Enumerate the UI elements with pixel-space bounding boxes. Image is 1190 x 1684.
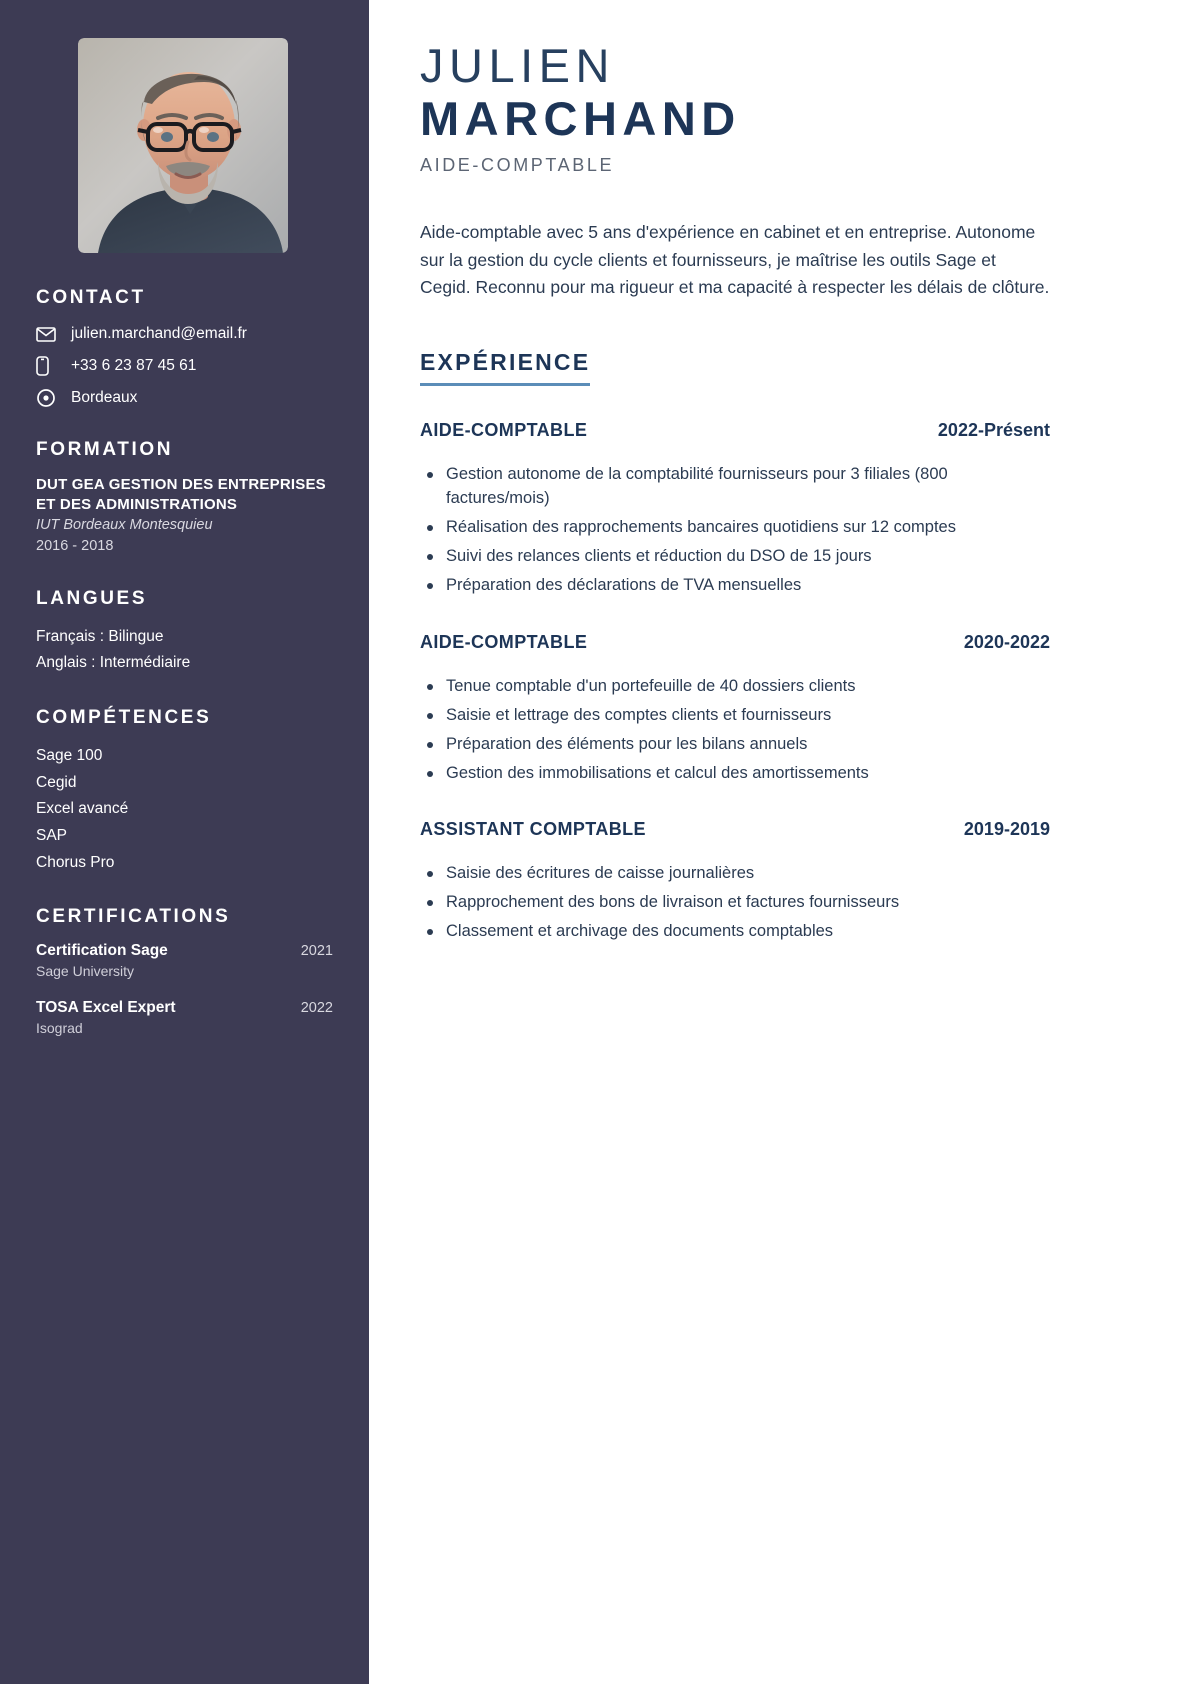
experience-bullet-list	[420, 675, 1050, 786]
experience-bullet: Tenue comptable d'un portefeuille de 40 dossiers clients	[420, 675, 1050, 699]
contact-email-row[interactable]	[36, 323, 333, 345]
contact-location-value: Bordeaux	[71, 388, 138, 406]
experience-header	[420, 632, 1050, 653]
formation-dates: 2016 - 2018	[36, 537, 114, 554]
phone-icon	[36, 355, 62, 377]
professional-summary: Aide-comptable avec 5 ans d'expérience en cabinet et en entreprise. Autonome sur la gestion du cycle clients et fournisseurs, je maîtrise les outils Sage et Cegid. Reconnu pour ma rigueur et ma capacité à respecter les délais de clôture.	[420, 222, 1050, 297]
profile-photo	[78, 38, 288, 253]
contact-phone-row[interactable]	[36, 355, 333, 377]
certification-top-row	[36, 999, 333, 1017]
experience-bullet: Gestion autonome de la comptabilité fournisseurs pour 3 filiales (800 factures/mois)	[420, 463, 1050, 511]
experience-dates: 2019-2019	[963, 819, 1050, 840]
experience-item	[420, 632, 1050, 786]
formation-school: IUT Bordeaux Montesquieu	[36, 516, 213, 533]
certification-item	[36, 942, 333, 982]
job-title: AIDE-COMPTABLE	[420, 155, 615, 176]
competence-item: Chorus Pro	[36, 853, 115, 871]
experience-bullet: Préparation des déclarations de TVA mensuelles	[420, 574, 1050, 598]
competences-heading: COMPÉTENCES	[36, 706, 212, 728]
competence-item: Excel avancé	[36, 800, 129, 818]
langues-section	[36, 588, 333, 677]
competence-item: Cegid	[36, 773, 77, 791]
experience-bullet-list	[420, 862, 1050, 944]
experience-heading: EXPÉRIENCE	[420, 349, 590, 386]
formation-entry	[36, 475, 333, 558]
experience-bullet: Saisie et lettrage des comptes clients et fournisseurs	[420, 704, 1050, 728]
experience-bullet: Rapprochement des bons de livraison et factures fournisseurs	[420, 891, 1050, 915]
experience-dates: 2020-2022	[963, 631, 1050, 652]
experience-role: AIDE-COMPTABLE	[420, 420, 588, 441]
competence-item: Sage 100	[36, 746, 103, 764]
certification-year: 2021	[300, 943, 333, 960]
profile-photo-image	[78, 38, 288, 253]
experience-bullet: Suivi des relances clients et réduction du DSO de 15 jours	[420, 545, 1050, 569]
certification-issuer: Sage University	[36, 963, 135, 980]
certification-top-row	[36, 942, 333, 960]
experience-bullet: Préparation des éléments pour les bilans annuels	[420, 733, 1050, 757]
experience-role: ASSISTANT COMPTABLE	[420, 819, 646, 840]
competences-section	[36, 707, 333, 876]
sidebar	[0, 0, 369, 1684]
main-column	[369, 0, 1190, 1684]
experience-bullet-list	[420, 463, 1050, 598]
envelope-icon	[36, 323, 62, 345]
experience-bullet: Gestion des immobilisations et calcul des amortissements	[420, 762, 1050, 786]
certification-item	[36, 999, 333, 1039]
certification-name: Certification Sage	[36, 942, 168, 960]
experience-header	[420, 819, 1050, 840]
contact-phone-value: +33 6 23 87 45 61	[71, 356, 197, 374]
contact-email-value: julien.marchand@email.fr	[71, 324, 247, 342]
contact-section	[36, 287, 333, 409]
contact-location-row[interactable]	[36, 387, 333, 409]
experience-dates: 2022-Présent	[937, 420, 1050, 441]
certification-issuer: Isograd	[36, 1019, 83, 1036]
location-pin-icon	[36, 387, 62, 409]
experience-bullet: Saisie des écritures de caisse journalières	[420, 862, 1050, 886]
experience-item	[420, 420, 1050, 598]
formation-heading: FORMATION	[36, 439, 174, 460]
langues-heading: LANGUES	[36, 587, 148, 609]
experience-header	[420, 420, 1050, 441]
contact-heading: CONTACT	[36, 287, 146, 308]
formation-degree: DUT GEA GESTION DES ENTREPRISES ET DES ADMINISTRATIONS	[36, 476, 326, 513]
experience-bullet: Classement et archivage des documents comptables	[420, 920, 1050, 944]
experience-role: AIDE-COMPTABLE	[420, 631, 588, 652]
certification-year: 2022	[300, 999, 333, 1016]
langue-item: Français : Bilingue	[36, 627, 164, 645]
experience-item	[420, 819, 1050, 944]
last-name: MARCHAND	[420, 91, 741, 145]
langue-item: Anglais : Intermédiaire	[36, 654, 191, 672]
certifications-heading: CERTIFICATIONS	[36, 906, 231, 928]
certifications-section	[36, 906, 333, 1039]
formation-section	[36, 439, 333, 558]
first-name: JULIEN	[420, 39, 615, 92]
competence-item: SAP	[36, 826, 68, 844]
certification-name: TOSA Excel Expert	[36, 998, 176, 1016]
experience-bullet: Réalisation des rapprochements bancaires quotidiens sur 12 comptes	[420, 516, 1050, 540]
